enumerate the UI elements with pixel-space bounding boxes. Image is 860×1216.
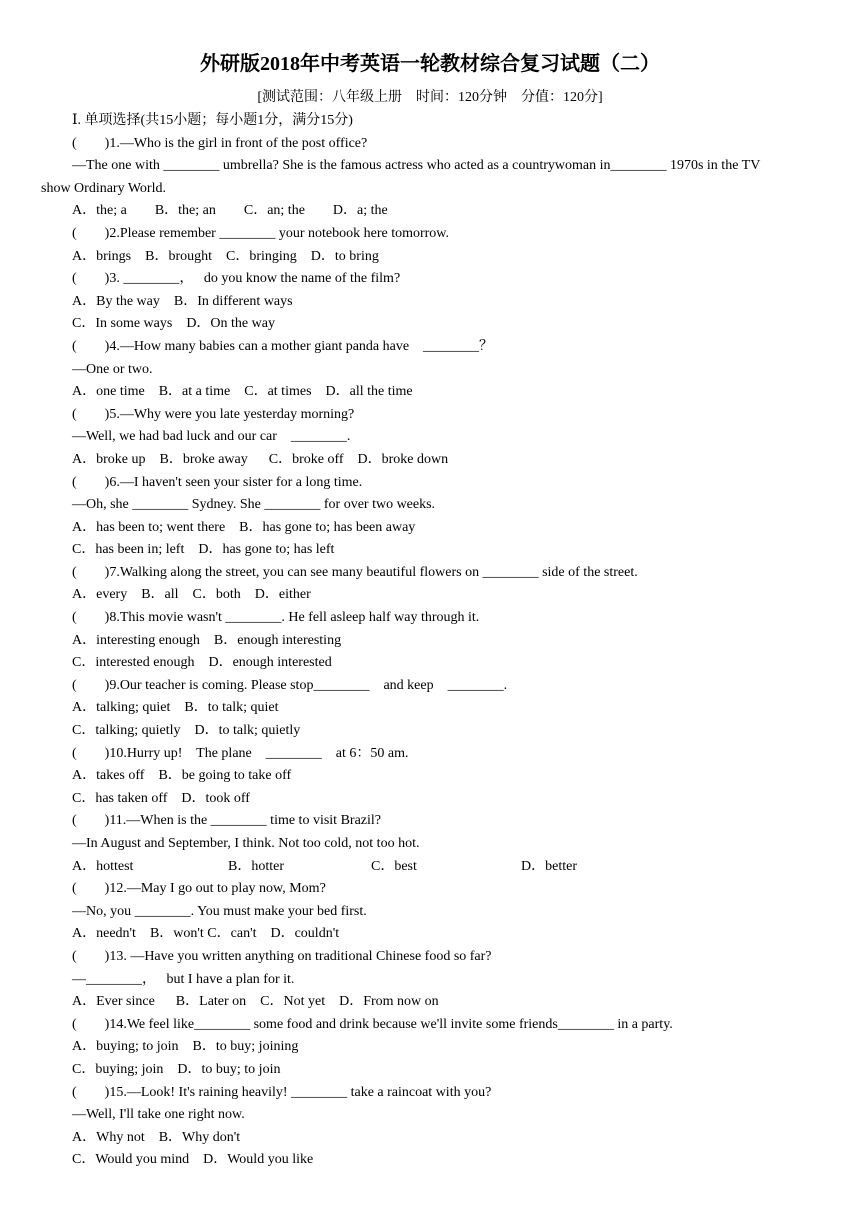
question-stem: ( )12.—May I go out to play now, Mom? (72, 881, 326, 897)
section-heading: Ⅰ. 单项选择(共15小题；每小题1分，满分15分) (72, 113, 353, 128)
question-stem: ( )2.Please remember ________ your notebook here tomorrow. (72, 225, 449, 241)
answer-options: A．brings B．brought C．bringing D．to bring (72, 248, 379, 264)
question-stem: ( )10.Hurry up! The plane ________ at 6：50 am. (72, 745, 409, 761)
answer-options: A．one time B．at a time C．at times D．all the time (72, 384, 413, 400)
answer-options: C．buying; join D．to buy; to join (72, 1061, 281, 1077)
answer-options: C．In some ways D．On the way (72, 316, 275, 332)
answer-options: A．talking; quiet B．to talk; quiet (72, 700, 279, 716)
question-context-line: —No, you ________. You must make your bed first. (72, 903, 367, 919)
answer-options: A．every B．all C．both D．either (72, 587, 311, 603)
answer-options: C．talking; quietly D．to talk; quietly (72, 723, 301, 739)
question-context-line: —Oh, she ________ Sydney. She ________ for over two weeks. (72, 497, 436, 513)
answer-option: A．hottest (72, 858, 134, 874)
question-stem: ( )14.We feel like________ some food and drink because we'll invite some friends________ in a party. (72, 1016, 673, 1032)
question-context-line: —The one with ________ umbrella? She is the famous actress who acted as a countrywoman in________ 1970s in the TV (72, 158, 761, 174)
question-context-line: —Well, we had bad luck and our car ________. (72, 429, 351, 445)
answer-options: A．Ever since B．Later on C．Not yet D．From now on (72, 994, 439, 1010)
question-stem: ( )5.—Why were you late yesterday morning? (72, 406, 355, 422)
question-context-line: —________， but I have a plan for it. (72, 971, 295, 987)
question-stem: ( )4.—How many babies can a mother giant panda have ________？ (72, 338, 494, 354)
answer-options: A．buying; to join B．to buy; joining (72, 1039, 299, 1055)
test-info: [测试范围：八年级上册 时间：120分钟 分值：120分] (257, 90, 603, 105)
question-stem: ( )11.—When is the ________ time to visit Brazil? (72, 813, 381, 829)
question-stem: ( )7.Walking along the street, you can see many beautiful flowers on ________ side of the street. (72, 564, 638, 580)
answer-option: C．best (371, 858, 417, 874)
question-stem: ( )13. —Have you written anything on traditional Chinese food so far? (72, 948, 492, 964)
question-context-line: show Ordinary World. (41, 180, 166, 196)
question-stem: ( )1.—Who is the girl in front of the post office? (72, 135, 368, 151)
answer-options: A．has been to; went there B．has gone to; has been away (72, 519, 416, 535)
question-context-line: —Well, I'll take one right now. (72, 1107, 245, 1123)
answer-options: C．has been in; left D．has gone to; has left (72, 542, 335, 558)
question-stem: ( )3. ________， do you know the name of the film? (72, 271, 401, 287)
question-stem: ( )15.—Look! It's raining heavily! ________ take a raincoat with you? (72, 1084, 492, 1100)
question-list (41, 110, 832, 1172)
answer-options: A．interesting enough B．enough interesting (72, 632, 342, 648)
answer-options: C．Would you mind D．Would you like (72, 1152, 314, 1168)
question-stem: ( )8.This movie wasn't ________. He fell asleep half way through it. (72, 610, 480, 626)
answer-options: A．takes off B．be going to take off (72, 768, 292, 784)
answer-options: C．has taken off D．took off (72, 790, 250, 806)
page-title: 外研版2018年中考英语一轮教材综合复习试题（二） (200, 53, 660, 75)
answer-options: A．broke up B．broke away C．broke off D．broke down (72, 451, 449, 467)
answer-option: D．better (521, 858, 577, 874)
answer-options: A．needn't B．won't C．can't D．couldn't (72, 926, 340, 942)
answer-options: A．By the way B．In different ways (72, 293, 293, 309)
answer-option: B．hotter (228, 858, 284, 874)
question-stem: ( )6.—I haven't seen your sister for a long time. (72, 474, 363, 490)
question-stem: ( )9.Our teacher is coming. Please stop________ and keep ________. (72, 677, 508, 693)
answer-options: A．the; a B．the; an C．an; the D．a; the (72, 203, 388, 219)
question-context-line: —In August and September, I think. Not too cold, not too hot. (72, 836, 420, 851)
answer-options (72, 856, 832, 879)
question-context-line: —One or two. (72, 361, 153, 377)
answer-options: C．interested enough D．enough interested (72, 655, 332, 671)
answer-options: A．Why not B．Why don't (72, 1129, 241, 1145)
